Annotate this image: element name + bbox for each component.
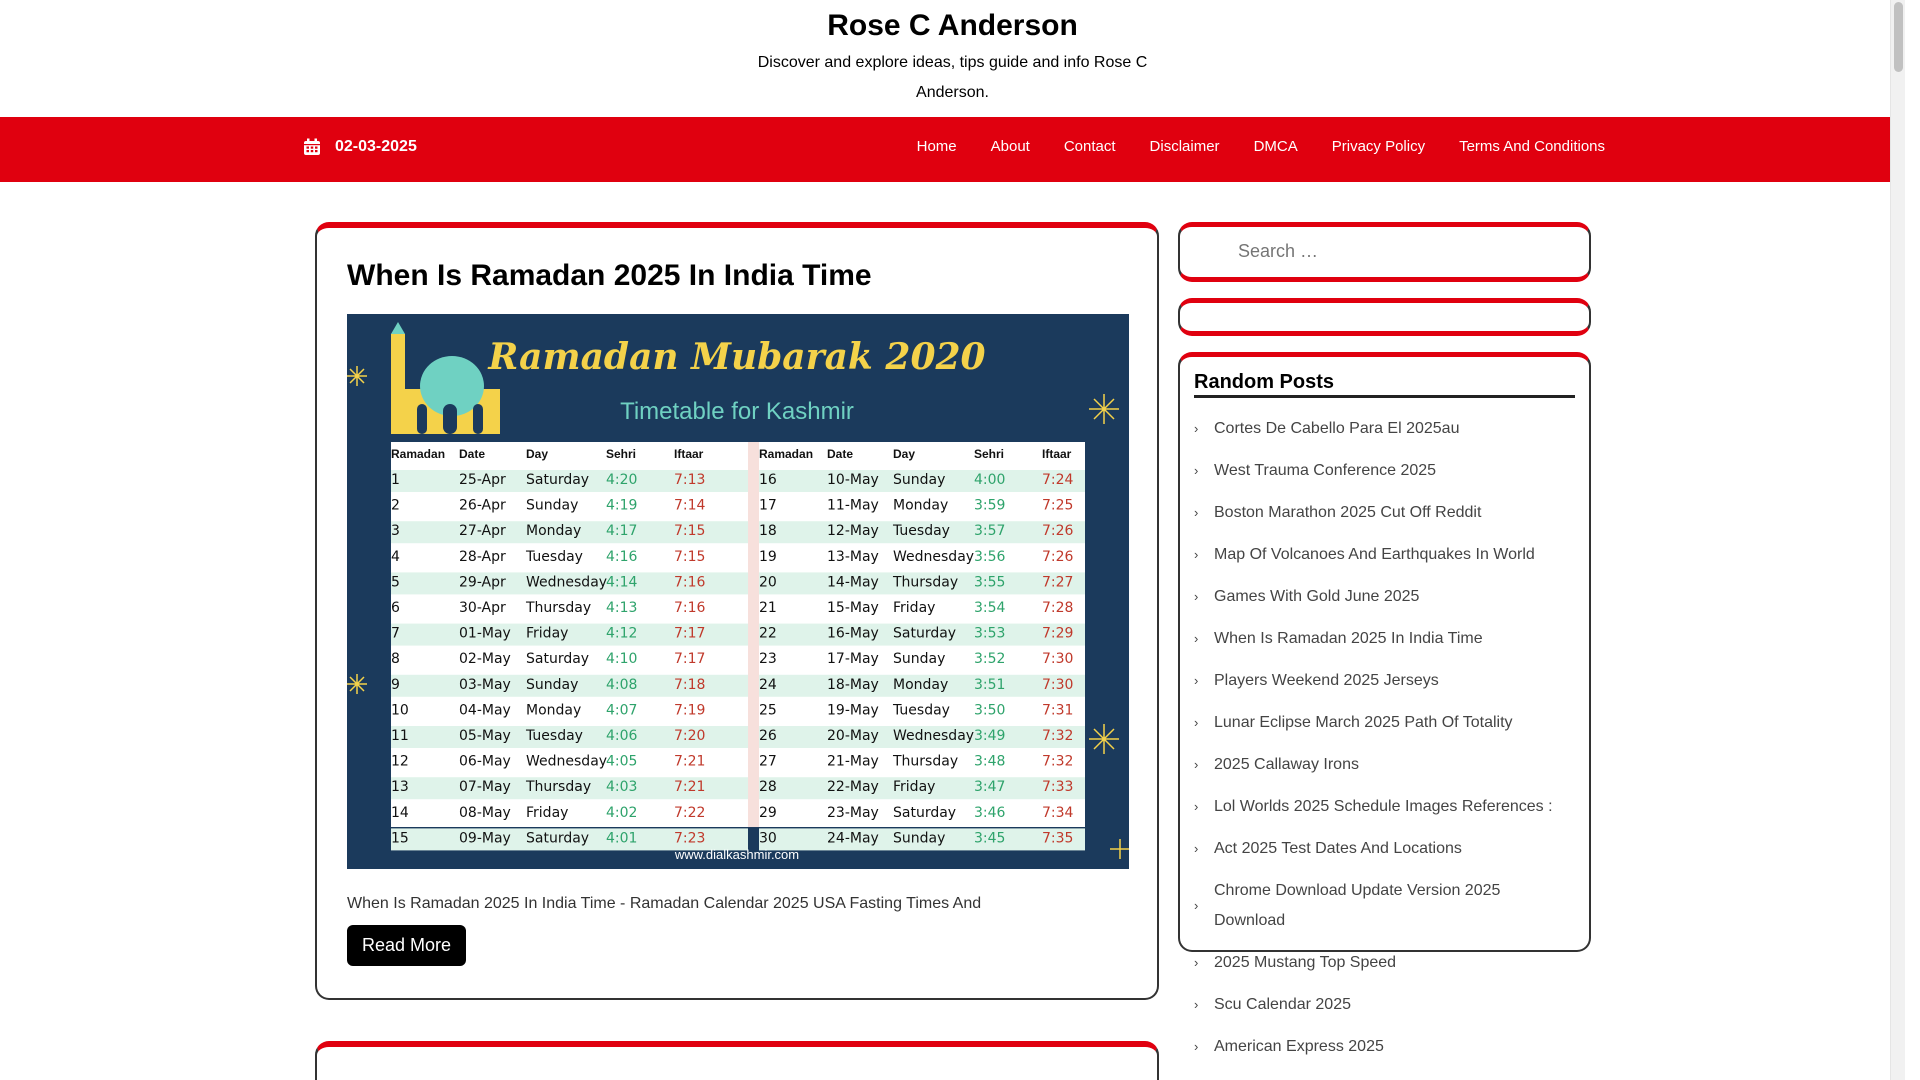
- list-item[interactable]: › Map Of Volcanoes And Earthquakes In World: [1194, 540, 1575, 570]
- timetable-cell: 21: [759, 600, 777, 616]
- timetable-cell: 01-May: [459, 625, 511, 642]
- timetable-cell: 9: [391, 676, 400, 693]
- chevron-right-icon: ›: [1194, 589, 1199, 604]
- ramadan-timetable-graphic: [347, 314, 1129, 869]
- timetable-header-cell: Sehri: [974, 447, 1005, 461]
- list-item[interactable]: › Chrome Download Update Version 2025 Download: [1194, 882, 1501, 929]
- timetable-cell: 7:24: [1042, 472, 1074, 488]
- timetable-cell: 7:14: [674, 497, 706, 514]
- timetable-cell: 4:07: [606, 702, 638, 719]
- chevron-right-icon: ›: [1194, 673, 1199, 688]
- timetable-header-cell: Day: [526, 447, 549, 461]
- timetable-header-cell: Ramadan: [391, 447, 446, 461]
- list-item[interactable]: › Cortes De Cabello Para El 2025au: [1194, 414, 1575, 444]
- chevron-right-icon: ›: [1194, 955, 1199, 970]
- timetable-cell: Monday: [893, 497, 949, 514]
- list-item[interactable]: › 2025 Mustang Top Speed: [1194, 948, 1575, 978]
- timetable-header-cell: Iftaar: [674, 447, 704, 461]
- chevron-right-icon: ›: [1194, 421, 1199, 436]
- timetable-cell: 22: [759, 625, 777, 642]
- timetable-cell: 18-May: [827, 676, 879, 693]
- timetable-cell: 07-May: [459, 779, 511, 796]
- read-more-button[interactable]: Read More: [347, 925, 466, 966]
- timetable-cell: 06-May: [459, 753, 511, 770]
- timetable-cell: 27: [759, 753, 777, 770]
- timetable-header-cell: Date: [459, 447, 486, 461]
- timetable-cell: 7:18: [674, 676, 706, 693]
- timetable-cell: 7:17: [674, 651, 706, 668]
- timetable-cell: Thursday: [526, 779, 592, 796]
- timetable-cell: Sunday: [893, 830, 946, 847]
- timetable-cell: 7:26: [1042, 548, 1074, 565]
- timetable-cell: 08-May: [459, 804, 511, 821]
- timetable-cell: Friday: [526, 804, 569, 821]
- timetable-cell: Monday: [893, 676, 949, 693]
- timetable-cell: Tuesday: [526, 728, 583, 744]
- timetable-cell: 16-May: [827, 625, 879, 642]
- timetable-cell: Wednesday: [526, 574, 608, 591]
- timetable-cell: 22-May: [827, 779, 879, 796]
- timetable-cell: 7:32: [1042, 728, 1074, 744]
- timetable-cell: 4:14: [606, 574, 638, 591]
- timetable-cell: Tuesday: [893, 702, 950, 719]
- timetable-cell: 3:47: [974, 779, 1006, 796]
- chevron-right-icon: ›: [1194, 898, 1199, 913]
- next-post-card: [315, 1041, 1159, 1080]
- timetable-cell: 7:27: [1042, 574, 1074, 591]
- timetable-cell: 7:26: [1042, 523, 1074, 540]
- timetable-cell: 28: [759, 779, 777, 796]
- site-description: Discover and explore ideas, tips guide and info Rose C Anderson.: [757, 54, 1148, 101]
- chevron-right-icon: ›: [1194, 631, 1199, 646]
- timetable-cell: 16: [759, 472, 777, 488]
- chevron-right-icon: ›: [1194, 463, 1199, 478]
- timetable-cell: 14-May: [827, 574, 879, 591]
- image-heading: Ramadan Mubarak 2020: [488, 336, 986, 378]
- chevron-right-icon: ›: [1194, 1039, 1199, 1054]
- timetable-cell: 4:08: [606, 676, 638, 693]
- random-posts-widget: [1178, 352, 1591, 1055]
- timetable-cell: 7:23: [674, 830, 706, 847]
- timetable-cell: 4:20: [606, 472, 638, 488]
- site-header: [0, 0, 1905, 117]
- main-content: [315, 222, 1159, 1000]
- timetable-cell: 13: [391, 779, 409, 796]
- timetable-cell: 5: [391, 574, 400, 591]
- timetable-cell: 4:19: [606, 497, 638, 514]
- sidebar: [1178, 222, 1591, 1055]
- timetable-cell: 3:52: [974, 651, 1006, 668]
- chevron-right-icon: ›: [1194, 757, 1199, 772]
- list-item[interactable]: › Act 2025 Test Dates And Locations: [1194, 834, 1575, 864]
- nav-disclaimer[interactable]: Disclaimer: [1149, 138, 1220, 155]
- timetable-cell: 18: [759, 523, 777, 540]
- timetable-cell: 7:31: [1042, 702, 1074, 719]
- post-image[interactable]: [347, 314, 1129, 869]
- timetable-cell: 4:02: [606, 804, 638, 821]
- timetable-cell: 4:05: [606, 753, 638, 770]
- timetable-cell: 7:34: [1042, 804, 1074, 821]
- timetable-cell: 7:16: [674, 600, 706, 616]
- timetable-cell: Sunday: [526, 676, 579, 693]
- timetable-cell: 13-May: [827, 548, 879, 565]
- timetable-cell: 7:32: [1042, 753, 1074, 770]
- timetable-cell: 20-May: [827, 728, 879, 744]
- list-item[interactable]: › Lunar Eclipse March 2025 Path Of Totality: [1194, 708, 1575, 738]
- timetable-cell: 3:54: [974, 600, 1006, 616]
- timetable-cell: 7:30: [1042, 651, 1074, 668]
- timetable-cell: 3:51: [974, 676, 1006, 693]
- timetable-cell: 7:15: [674, 548, 706, 565]
- timetable-cell: 3:53: [974, 625, 1006, 642]
- chevron-right-icon: ›: [1194, 841, 1199, 856]
- timetable-cell: Sunday: [893, 472, 946, 488]
- timetable-cell: 17-May: [827, 651, 879, 668]
- list-item[interactable]: › Games With Gold June 2025: [1194, 582, 1575, 612]
- timetable-cell: 11-May: [827, 497, 879, 514]
- timetable-cell: 4:03: [606, 779, 638, 796]
- timetable-header-cell: Day: [893, 447, 916, 461]
- timetable-cell: Monday: [526, 523, 582, 540]
- timetable-cell: 4: [391, 548, 400, 565]
- timetable-cell: 21-May: [827, 753, 879, 770]
- timetable-cell: 4:00: [974, 472, 1006, 488]
- timetable-cell: Tuesday: [526, 548, 583, 565]
- timetable-cell: 25-Apr: [459, 472, 506, 488]
- timetable-cell: 7:28: [1042, 600, 1074, 616]
- timetable-cell: Thursday: [893, 574, 959, 591]
- timetable-cell: Saturday: [526, 830, 590, 847]
- chevron-right-icon: ›: [1194, 547, 1199, 562]
- timetable-cell: 03-May: [459, 676, 511, 693]
- search-input[interactable]: [1238, 241, 1498, 262]
- timetable-cell: 4:01: [606, 830, 638, 847]
- timetable-cell: 17: [759, 497, 777, 514]
- timetable-cell: 1: [391, 472, 400, 488]
- timetable-cell: 27-Apr: [459, 523, 506, 540]
- date-text: 02-03-2025: [335, 138, 417, 155]
- timetable-cell: Saturday: [526, 472, 590, 488]
- chevron-right-icon: ›: [1194, 715, 1199, 730]
- timetable-cell: 7:22: [674, 804, 706, 821]
- timetable-cell: 14: [391, 804, 409, 821]
- timetable-cell: 7:20: [674, 728, 706, 744]
- timetable-cell: 4:13: [606, 600, 638, 616]
- timetable-cell: Thursday: [893, 753, 959, 770]
- timetable-cell: 4:10: [606, 651, 638, 668]
- timetable-cell: 3:50: [974, 702, 1006, 719]
- timetable-cell: Friday: [526, 625, 569, 642]
- site-title[interactable]: Rose C Anderson: [827, 9, 1078, 42]
- timetable-cell: 20: [759, 574, 777, 591]
- timetable-cell: 7:21: [674, 779, 706, 796]
- timetable-cell: 30-Apr: [459, 600, 506, 616]
- timetable-cell: 25: [759, 702, 777, 719]
- timetable-cell: 26-Apr: [459, 497, 506, 514]
- timetable-cell: 12: [391, 753, 409, 770]
- scrollbar-thumb[interactable]: [1894, 2, 1903, 72]
- timetable-cell: Wednesday: [893, 728, 975, 744]
- timetable-cell: 24-May: [827, 830, 879, 847]
- timetable-cell: 3: [391, 523, 400, 540]
- timetable-cell: 29: [759, 804, 777, 821]
- timetable-cell: 3:57: [974, 523, 1006, 540]
- timetable-cell: 19: [759, 548, 777, 565]
- timetable-cell: Tuesday: [893, 523, 950, 540]
- timetable-cell: 4:06: [606, 728, 638, 744]
- image-footer: www.dialkashmir.com: [674, 847, 800, 862]
- random-posts-title: Random Posts: [1194, 371, 1575, 398]
- timetable-cell: 4:12: [606, 625, 638, 642]
- timetable-cell: Wednesday: [526, 753, 608, 770]
- timetable-cell: 7:13: [674, 472, 706, 488]
- timetable-cell: 30: [759, 830, 777, 847]
- timetable-header-cell: Ramadan: [759, 447, 814, 461]
- timetable-cell: 2: [391, 497, 400, 514]
- timetable-cell: 3:46: [974, 804, 1006, 821]
- timetable-cell: 04-May: [459, 702, 511, 719]
- timetable-cell: 7:25: [1042, 497, 1074, 514]
- chevron-right-icon: ›: [1194, 799, 1199, 814]
- calendar-icon: [303, 138, 321, 156]
- timetable-cell: 7:30: [1042, 676, 1074, 693]
- timetable-cell: Sunday: [526, 497, 579, 514]
- nav-terms[interactable]: Terms And Conditions: [1459, 138, 1605, 155]
- timetable-cell: 8: [391, 651, 400, 668]
- chevron-right-icon: ›: [1194, 505, 1199, 520]
- timetable-cell: 7:15: [674, 523, 706, 540]
- timetable-cell: Saturday: [893, 625, 957, 642]
- timetable-cell: 3:59: [974, 497, 1006, 514]
- timetable-cell: 3:55: [974, 574, 1006, 591]
- nav-menu: [883, 138, 1605, 155]
- timetable-cell: 4:17: [606, 523, 638, 540]
- timetable-cell: 29-Apr: [459, 574, 506, 591]
- timetable-cell: 23: [759, 651, 777, 668]
- timetable-cell: 23-May: [827, 804, 879, 821]
- nav-privacy-policy[interactable]: Privacy Policy: [1331, 138, 1426, 155]
- timetable-cell: 7:35: [1042, 830, 1074, 847]
- timetable-cell: 11: [391, 728, 409, 744]
- timetable-header-cell: Sehri: [606, 447, 637, 461]
- empty-widget: [1178, 298, 1591, 336]
- timetable-cell: 15-May: [827, 600, 879, 616]
- timetable-cell: 7: [391, 625, 400, 642]
- timetable-cell: Sunday: [893, 651, 946, 668]
- timetable-header-cell: Iftaar: [1042, 447, 1072, 461]
- timetable-cell: Saturday: [893, 804, 957, 821]
- timetable-cell: 09-May: [459, 830, 511, 847]
- timetable-cell: 28-Apr: [459, 548, 506, 565]
- nav-home[interactable]: Home: [916, 138, 957, 155]
- list-item[interactable]: › Scu Calendar 2025: [1194, 990, 1575, 1020]
- list-item[interactable]: › American Express 2025: [1194, 1032, 1575, 1062]
- main-navbar: [0, 117, 1905, 182]
- post-title[interactable]: When Is Ramadan 2025 In India Time: [347, 259, 872, 292]
- timetable-cell: 7:19: [674, 702, 706, 719]
- timetable-cell: 6: [391, 600, 400, 616]
- timetable-cell: 15: [391, 830, 409, 847]
- timetable-cell: 3:49: [974, 728, 1006, 744]
- timetable-cell: 3:48: [974, 753, 1006, 770]
- timetable-cell: 02-May: [459, 651, 511, 668]
- timetable-cell: 26: [759, 728, 777, 744]
- search-widget: [1178, 222, 1591, 282]
- random-posts-list: [1194, 414, 1575, 1062]
- timetable-cell: 7:21: [674, 753, 706, 770]
- timetable-cell: Friday: [893, 600, 936, 616]
- nav-contact[interactable]: Contact: [1063, 138, 1116, 155]
- list-item[interactable]: › When Is Ramadan 2025 In India Time: [1194, 624, 1575, 654]
- timetable-cell: Monday: [526, 702, 582, 719]
- nav-dmca[interactable]: DMCA: [1253, 138, 1298, 155]
- nav-about[interactable]: About: [990, 138, 1030, 155]
- timetable-cell: 4:16: [606, 548, 638, 565]
- timetable-cell: 19-May: [827, 702, 879, 719]
- list-item[interactable]: › Lol Worlds 2025 Schedule Images References :: [1194, 792, 1575, 822]
- timetable-cell: Wednesday: [893, 548, 975, 565]
- timetable-cell: 12-May: [827, 523, 879, 540]
- post-excerpt: When Is Ramadan 2025 In India Time - Ramadan Calendar 2025 USA Fasting Times And: [347, 895, 982, 912]
- list-item[interactable]: › 2025 Callaway Irons: [1194, 750, 1575, 780]
- timetable-cell: 24: [759, 676, 777, 693]
- timetable-cell: 10: [391, 702, 409, 719]
- image-subheading: Timetable for Kashmir: [620, 398, 854, 425]
- timetable-cell: 7:16: [674, 574, 706, 591]
- timetable-cell: 10-May: [827, 472, 879, 488]
- timetable-header-cell: Date: [827, 447, 854, 461]
- page-scrollbar[interactable]: [1890, 0, 1905, 1080]
- timetable-cell: Thursday: [526, 600, 592, 616]
- list-item[interactable]: › Boston Marathon 2025 Cut Off Reddit: [1194, 498, 1575, 528]
- list-item[interactable]: › West Trauma Conference 2025: [1194, 456, 1575, 486]
- timetable-cell: 7:33: [1042, 779, 1074, 796]
- timetable-cell: 7:29: [1042, 625, 1074, 642]
- chevron-right-icon: ›: [1194, 997, 1199, 1012]
- timetable-cell: Saturday: [526, 651, 590, 668]
- timetable-cell: 05-May: [459, 728, 511, 744]
- nav-date: [303, 138, 417, 156]
- timetable-cell: 3:45: [974, 830, 1006, 847]
- timetable-cell: Friday: [893, 779, 936, 796]
- timetable-cell: 7:17: [674, 625, 706, 642]
- list-item[interactable]: › Players Weekend 2025 Jerseys: [1194, 666, 1575, 696]
- post-card: [315, 222, 1159, 1000]
- timetable-cell: 3:56: [974, 548, 1006, 565]
